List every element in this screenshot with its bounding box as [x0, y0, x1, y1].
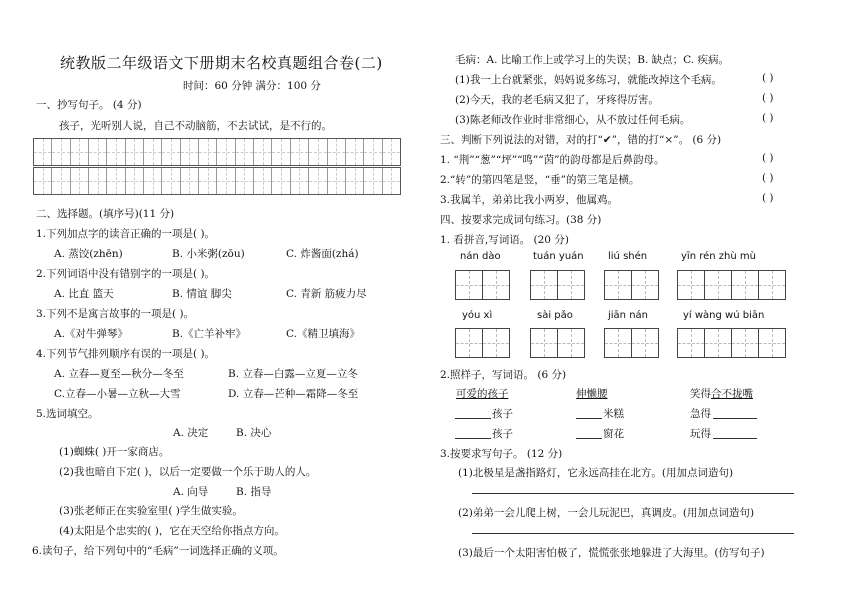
judge-paren-2: ( ) — [762, 172, 774, 184]
writing-grid-row-2 — [33, 167, 401, 195]
q5-sentence-1: (1)蜘蛛( )开一家商店。 — [59, 446, 170, 458]
pinyin-nan-dao: nán dào — [460, 251, 501, 262]
pinyin-yi-wang-wu-bian: yí wàng wú biān — [683, 310, 765, 321]
section-4-heading: 四、按要求完成词句练习。(38 分) — [440, 214, 602, 226]
example-hebulongzui: 合不拢嘴 — [711, 388, 753, 400]
fill-haizi-1: 孩子 — [492, 408, 513, 420]
q6-item-1: (1)我一上台就紧张，妈妈说多练习，就能改掉这个毛病。 — [455, 74, 722, 86]
tianzige-you-xi[interactable] — [455, 328, 510, 358]
q5-word-a1: A. 决定 — [173, 427, 209, 439]
q6-item-3: (3)陈老师改作业时非常细心，从不放过任何毛病。 — [455, 114, 691, 126]
copy-sentence: 孩子，光听别人说，自己不动脑筋，不去试试，是不行的。 — [59, 120, 332, 132]
tianzige-sai-pao[interactable] — [530, 328, 585, 358]
judge-item-2: 2.“转”的第四笔是竖，“垂”的第三笔是横。 — [440, 174, 640, 186]
q6-answer-paren-3: ( ) — [762, 112, 774, 124]
q6-item-2: (2)今天，我的老毛病又犯了，牙疼得厉害。 — [455, 94, 659, 106]
judge-item-1: 1. “荆”“葱”“坪”“鸣”“茵”的韵母都是后鼻韵母。 — [440, 154, 665, 166]
tianzige-liu-shen[interactable] — [604, 270, 659, 300]
example-xiaode-prefix: 笑得 — [690, 388, 711, 400]
q3-option-c: C.《精卫填海》 — [286, 328, 360, 340]
example-xiaode — [690, 386, 753, 401]
q1-option-b: B. 小米粥(zōu) — [172, 248, 245, 260]
fill-wande: 玩得 — [690, 428, 711, 440]
q6-answer-paren-2: ( ) — [762, 92, 774, 104]
q3-option-a: A.《对牛弹琴》 — [54, 328, 128, 340]
q3-option-b: B.《亡羊补牢》 — [172, 328, 247, 340]
example-shen-lanyao: 伸懒腰 — [576, 388, 608, 400]
q4-option-d: D. 立春—芒种—霜降—冬至 — [228, 388, 359, 400]
question-3: 3.下列不是寓言故事的一项是( )。 — [36, 308, 195, 320]
tianzige-tuan-yuan[interactable] — [530, 270, 585, 300]
sentence-task-2: (2)弟弟一会儿爬上树，一会儿玩泥巴，真调皮。(用加点词造句) — [458, 507, 755, 519]
question-5: 5.选词填空。 — [36, 408, 99, 420]
q5-word-b2: B. 指导 — [236, 486, 272, 498]
blank-chuanghua[interactable] — [576, 438, 602, 439]
question-1: 1.下列加点字的读音正确的一项是( )。 — [36, 228, 216, 240]
answer-line-2[interactable] — [472, 533, 794, 534]
s4-question-3: 3.按要求写句子。 (12 分) — [440, 448, 563, 460]
blank-wande[interactable] — [713, 438, 757, 439]
maobing-definitions: 毛病：A. 比喻工作上或学习上的失误；B. 缺点；C. 疾病。 — [455, 54, 729, 66]
judge-paren-3: ( ) — [762, 192, 774, 204]
exam-time-score: 时间：60 分钟 满分：100 分 — [183, 80, 321, 92]
writing-grid-row-1 — [33, 138, 401, 166]
section-3-heading: 三、判断下列说法的对错，对的打“✔”，错的打“×”。 (6 分) — [440, 134, 722, 146]
blank-jide[interactable] — [713, 418, 757, 419]
tianzige-jian-nan[interactable] — [604, 328, 659, 358]
q5-word-b1: B. 决心 — [236, 427, 272, 439]
tianzige-nan-dao[interactable] — [455, 270, 510, 300]
section-1-heading: 一、抄写句子。 (4 分) — [36, 99, 142, 111]
q1-option-a: A. 蒸饺(zhēn) — [54, 248, 123, 260]
sentence-task-3: (3)最后一个太阳害怕极了，慌慌张张地躲进了大海里。(仿写句子) — [458, 547, 765, 559]
fill-haizi-2: 孩子 — [492, 428, 513, 440]
fill-chuanghua: 窗花 — [603, 428, 624, 440]
answer-line-1[interactable] — [472, 493, 794, 494]
blank-haizi-2[interactable] — [455, 438, 491, 439]
pinyin-yin-ren-zhu-mu: yīn rén zhù mù — [681, 251, 756, 262]
sentence-task-1: (1)北极星是盏指路灯，它永远高挂在北方。(用加点词造句) — [458, 467, 734, 479]
pinyin-liu-shen: liú shén — [608, 251, 648, 262]
tianzige-yin-ren-zhu-mu[interactable] — [677, 270, 786, 300]
judge-item-3: 3.我属羊，弟弟比我小两岁，他属鸡。 — [440, 194, 619, 206]
blank-haizi-1[interactable] — [455, 418, 491, 419]
q5-word-a2: A. 向导 — [173, 486, 209, 498]
q2-option-c: C. 青新 筋疲力尽 — [286, 288, 367, 300]
q1-option-c: C. 炸酱面(zhá) — [286, 248, 359, 260]
pinyin-you-xi: yóu xì — [462, 310, 493, 321]
s4-question-2: 2.照样子，写词语。 (6 分) — [440, 369, 567, 381]
page-title: 统教版二年级语文下册期末名校真题组合卷(二) — [60, 54, 383, 72]
fill-migao: 米糕 — [603, 408, 624, 420]
blank-migao[interactable] — [576, 418, 602, 419]
pinyin-tuan-yuan: tuán yuán — [533, 251, 584, 262]
question-2: 2.下列词语中没有错别字的一项是( )。 — [36, 268, 216, 280]
section-2-heading: 二、选择题。(填序号)(11 分) — [36, 208, 175, 220]
judge-paren-1: ( ) — [762, 152, 774, 164]
example-keai-de-haizi: 可爱的孩子 — [456, 388, 509, 400]
q5-sentence-2: (2)我也暗自下定( )，以后一定要做一个乐于助人的人。 — [59, 466, 317, 478]
tianzige-yi-wang-wu-bian[interactable] — [677, 328, 786, 358]
pinyin-sai-pao: sài pǎo — [537, 310, 573, 321]
s4-question-1: 1. 看拼音,写词语。 (20 分) — [440, 234, 569, 246]
q5-sentence-4: (4)太阳是个忠实的( )，它在天空给你指点方向。 — [59, 525, 285, 537]
q4-option-c: C.立春—小暑—立秋—大雪 — [54, 388, 181, 400]
q2-option-a: A. 比直 篮天 — [54, 288, 114, 300]
q2-option-b: B. 情谊 脚尖 — [172, 288, 232, 300]
pinyin-jian-nan: jiān nán — [608, 310, 649, 321]
question-4: 4.下列节气排列顺序有误的一项是( )。 — [36, 348, 216, 360]
q5-sentence-3: (3)张老师正在实验室里( )学生做实验。 — [59, 505, 243, 517]
q4-option-b: B. 立春—白露—立夏—立冬 — [228, 368, 358, 380]
q6-answer-paren-1: ( ) — [762, 72, 774, 84]
question-6: 6.读句子，给下列句中的“毛病”一词选择正确的义项。 — [32, 545, 284, 557]
fill-jide: 急得 — [690, 408, 711, 420]
q4-option-a: A. 立春—夏至—秋分—冬至 — [54, 368, 184, 380]
